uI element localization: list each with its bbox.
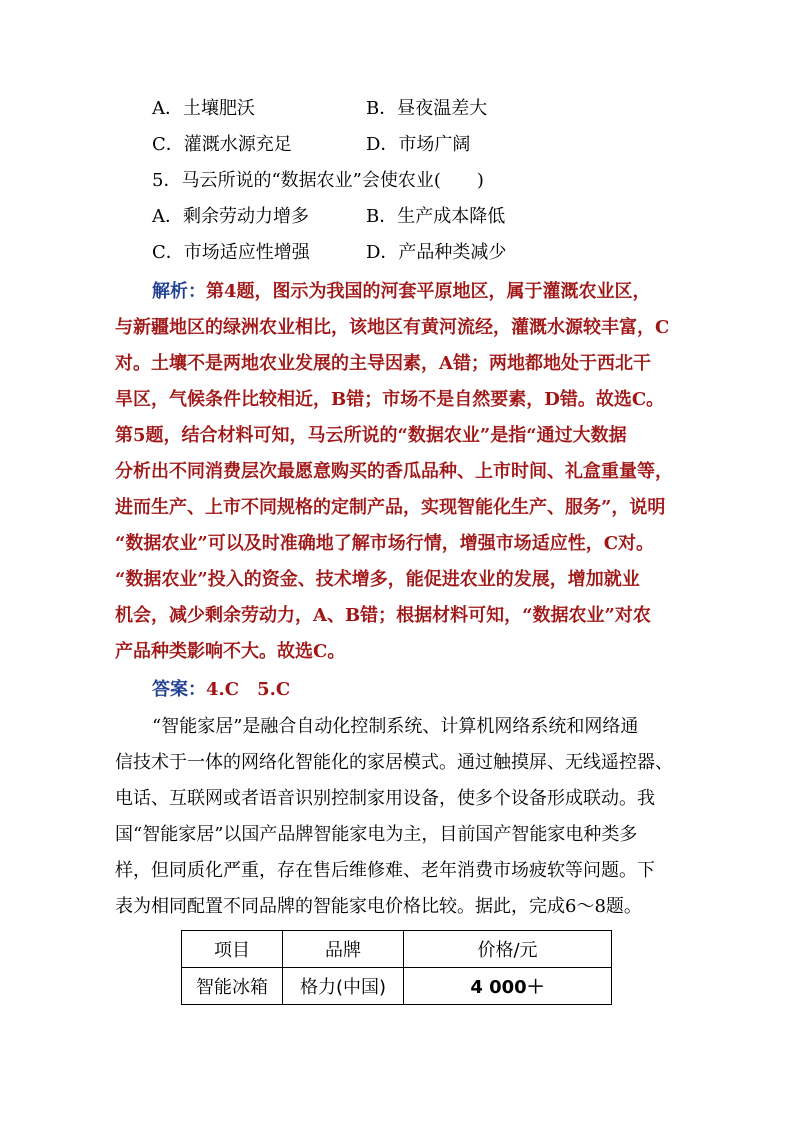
analysis-line-8: “数据农业”可以及时准确地了解市场行情，增强市场适应性，C对。 (115, 533, 655, 554)
analysis-line-4: 旱区，气候条件比较相近，B错；市场不是自然要素，D错。故选C。 (115, 389, 665, 410)
table-header-cell: 项目 (182, 931, 283, 968)
q4-option-a: A．土壤肥沃 (152, 98, 255, 119)
analysis-line-10: 机会，减少剩余劳动力，A、B错；根据材料可知，“数据农业”对农 (115, 605, 651, 626)
table-header-cell: 价格/元 (404, 931, 612, 968)
q4-option-c: C．灌溉水源充足 (152, 134, 292, 155)
q5-stem: 5．马云所说的“数据农业”会使农业( ) (152, 170, 484, 191)
q4-option-b: B．昼夜温差大 (366, 98, 488, 119)
analysis-line-1: 解析：第4题，图示为我国的河套平原地区，属于灌溉农业区， (152, 281, 651, 302)
answer-label: 答案： (152, 679, 206, 700)
analysis-line-9: “数据农业”投入的资金、技术增多，能促进农业的发展，增加就业 (115, 569, 640, 590)
analysis-line-7: 进而生产、上市不同规格的定制产品，实现智能化生产、服务”，说明 (115, 497, 666, 518)
analysis-line-5: 第5题，结合材料可知，马云所说的“数据农业”是指“通过大数据 (115, 425, 627, 446)
q4-option-d: D．市场广阔 (366, 134, 471, 155)
passage-line-6: 表为相同配置不同品牌的智能家电价格比较。据此，完成6～8题。 (115, 896, 642, 917)
analysis-line-6: 分析出不同消费层次最愿意购买的香瓜品种、上市时间、礼盒重量等， (115, 461, 673, 482)
answer-line (152, 679, 290, 701)
passage-line-3: 电话、互联网或者语音识别控制家用设备，使多个设备形成联动。我 (115, 788, 655, 809)
passage-line-4: 国“智能家居”以国产品牌智能家电为主，目前国产智能家电种类多 (115, 824, 638, 845)
table-cell: 4 000＋ (404, 968, 612, 1005)
q5-option-b: B．生产成本降低 (366, 206, 506, 227)
passage-line-5: 样，但同质化严重，存在售后维修难、老年消费市场疲软等问题。下 (115, 860, 655, 881)
table-row (182, 968, 612, 1005)
analysis-label: 解析： (152, 281, 206, 302)
q5-option-a: A．剩余劳动力增多 (152, 206, 309, 227)
table-header-row (182, 931, 612, 968)
passage-line-1: “智能家居”是融合自动化控制系统、计算机网络系统和网络通 (152, 716, 639, 737)
analysis-line-3: 对。土壤不是两地农业发展的主导因素，A错；两地都地处于西北干 (115, 353, 651, 374)
answer-value: 4.C 5.C (206, 679, 291, 700)
price-comparison-table (181, 930, 612, 1005)
passage-line-2: 信技术于一体的网络化智能化的家居模式。通过触摸屏、无线遥控器、 (115, 752, 673, 773)
table-cell: 格力(中国) (283, 968, 404, 1005)
table-header-cell: 品牌 (283, 931, 404, 968)
analysis-line-2: 与新疆地区的绿洲农业相比，该地区有黄河流经，灌溉水源较丰富，C (115, 317, 670, 338)
table-cell: 智能冰箱 (182, 968, 283, 1005)
analysis-line-11: 产品种类影响不大。故选C。 (115, 641, 346, 662)
q5-option-c: C．市场适应性增强 (152, 242, 310, 263)
q5-option-d: D．产品种类减少 (366, 242, 507, 263)
